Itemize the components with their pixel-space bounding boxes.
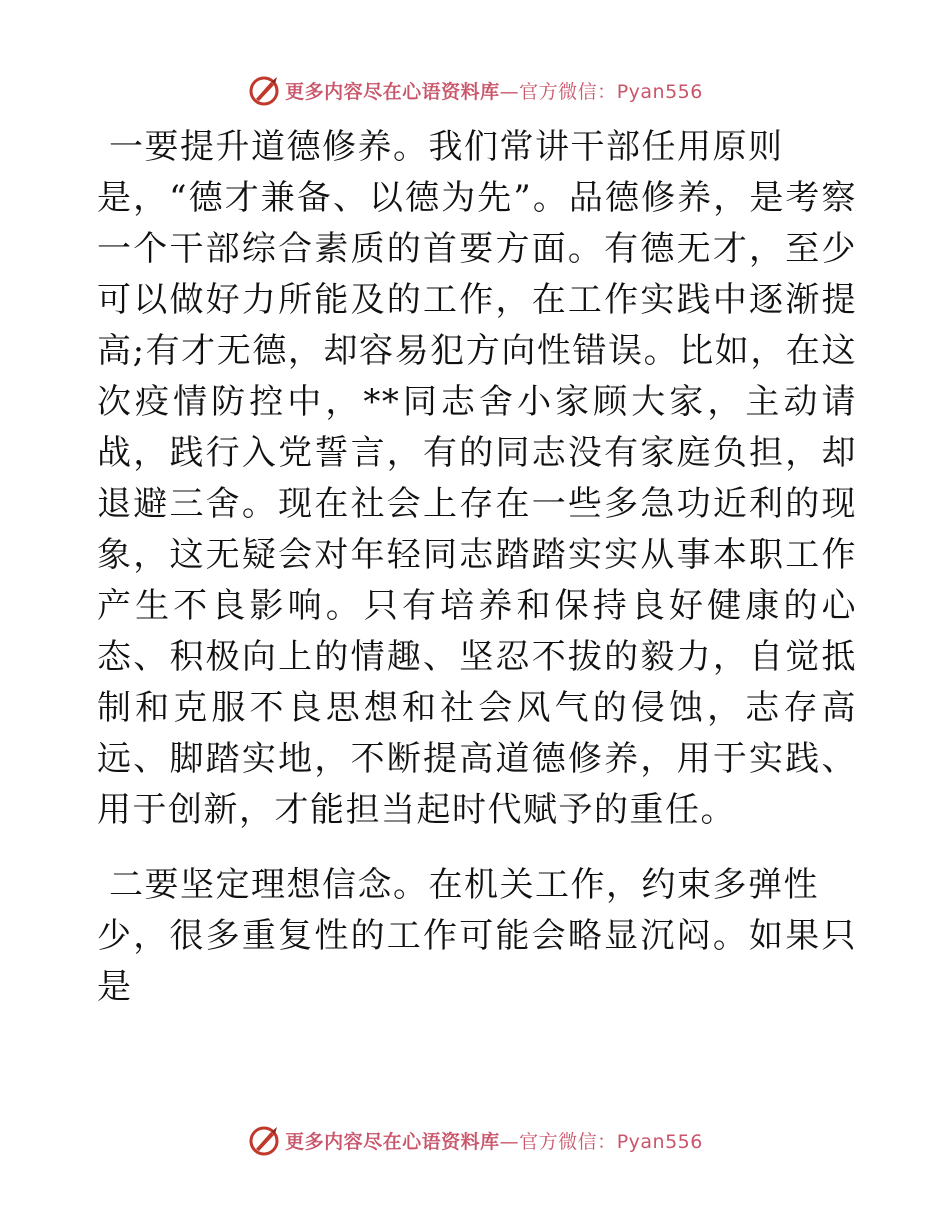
- document-body: [97, 122, 857, 1013]
- paragraph-ideals-beliefs: [97, 860, 857, 1013]
- quill-logo-icon: [247, 1123, 281, 1157]
- paragraph-moral-cultivation: [97, 122, 857, 836]
- footer-banner: [0, 1120, 950, 1160]
- paragraph-rest: 是，“德才兼备、以德为先”。品德修养，是考察一个干部综合素质的首要方面。有德无才，至少可以做好力所能及的工作，在工作实践中逐渐提高;有才无德，却容易犯方向性错误。比如，在这次疫情防控中，**同志舍小家顾大家，主动请战，践行入党誓言，有的同志没有家庭负担，却退避三舍。现在社会上存在一些多急功近利的现象，这无疑会对年轻同志踏踏实实从事本职工作产生不良影响。只有培养和保持良好健康的心态、积极向上的情趣、坚忍不拔的毅力，自觉抵制和克服不良思想和社会风气的侵蚀，志存高远、脚踏实地，不断提高道德修养，用于实践、用于创新，才能担当起时代赋予的重任。: [97, 178, 857, 830]
- banner-dash: —: [499, 1130, 520, 1153]
- paragraph-lead: 二要坚定理想信念。在机关工作，约束多弹性: [109, 865, 819, 905]
- quill-logo-icon: [247, 73, 281, 107]
- banner-text: [285, 77, 703, 104]
- banner-id: Pyan556: [616, 80, 703, 103]
- banner-dash: —: [499, 80, 520, 103]
- banner-main: 更多内容尽在心语资料库: [285, 1130, 500, 1153]
- banner-text: [285, 1127, 703, 1154]
- paragraph-rest: 少，很多重复性的工作可能会略显沉闷。如果只是: [97, 916, 857, 1007]
- paragraph-lead: 一要提升道德修养。我们常讲干部任用原则: [109, 127, 784, 167]
- banner-sub: 官方微信：: [519, 1130, 617, 1153]
- header-banner: [0, 70, 950, 110]
- banner-id: Pyan556: [616, 1130, 703, 1153]
- banner-main: 更多内容尽在心语资料库: [285, 80, 500, 103]
- banner-sub: 官方微信：: [519, 80, 617, 103]
